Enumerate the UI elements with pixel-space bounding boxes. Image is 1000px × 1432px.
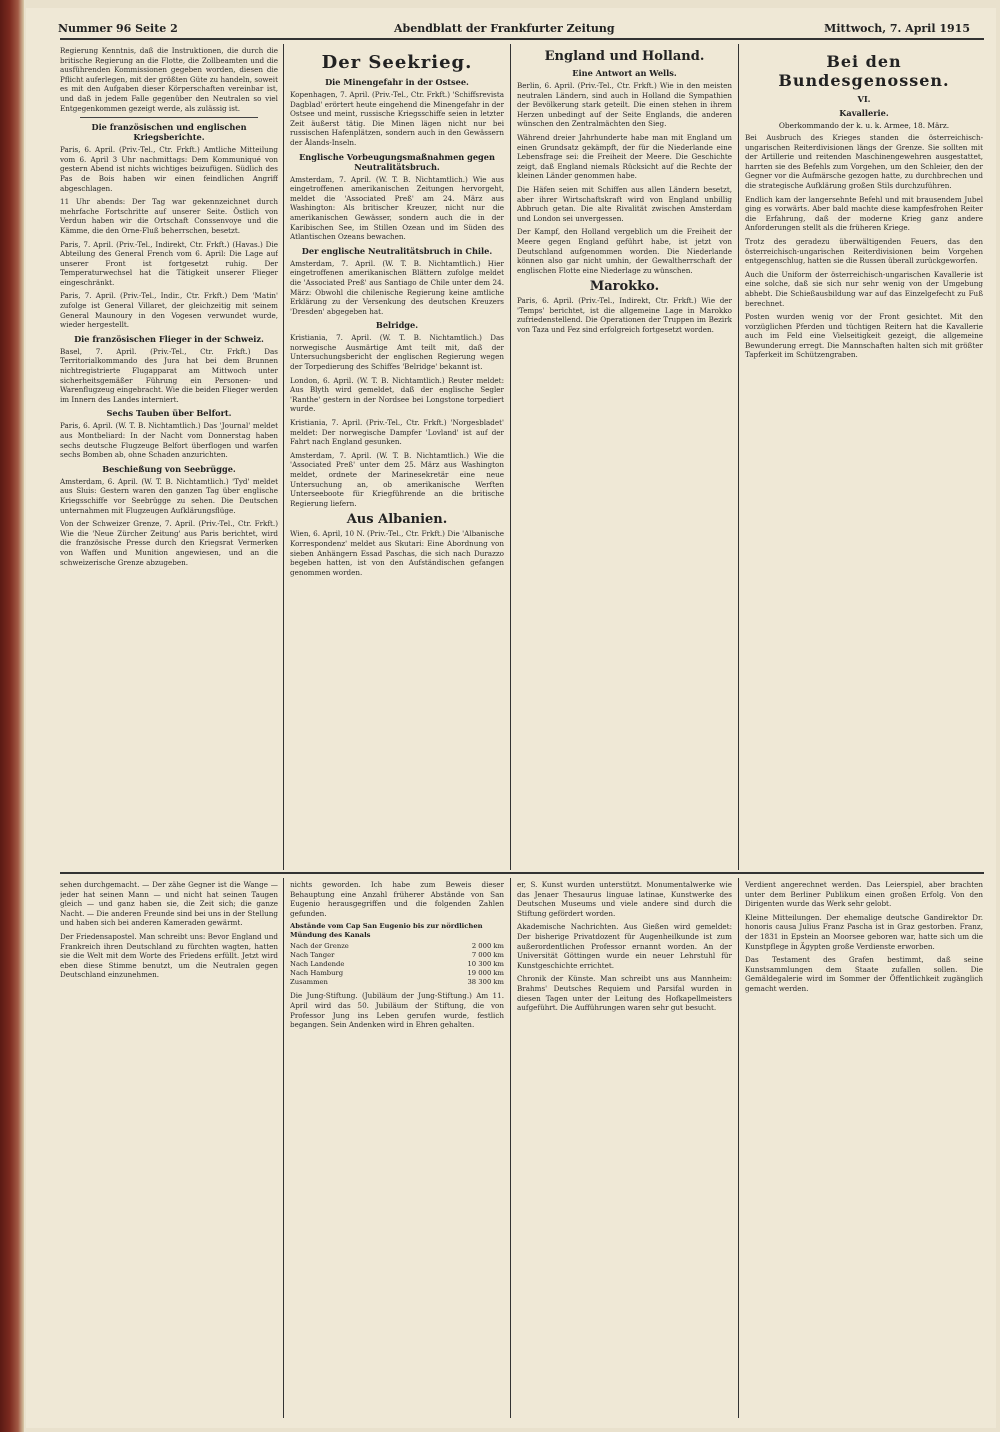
column-rule-5 — [510, 878, 511, 1418]
article-paragraph: Amsterdam, 7. April. (W. T. B. Nichtamtlich.) Wie aus eingetroffenen amerikanischen Zeitungen hervorgeht, meldet die 'Associated Preß' am 24. März aus Washington: Als britischer Kreuzer, nicht nur die amerikanischen Gewässer, sondern auch die in der Karibischen See, im Stillen Ozean und im Süden des Atlantischen Ozeans bewachen. — [290, 174, 504, 242]
subhead-kavallerie: Kavallerie. — [839, 108, 889, 118]
article-paragraph: Von der Schweizer Grenze, 7. April. (Priv.-Tel., Ctr. Frkft.) Wie die 'Neue Zürcher Zeitung' aus Paris berichtet, wird die französische Presse durch den Kriegsrat Vermerken von Waffen und Munition angewiesen, und an die schweizerische Grenze abzugeben. — [60, 519, 278, 567]
table-caption: Abstände vom Cap San Eugenio bis zur nördlichen Mündung des Kanals — [290, 922, 483, 940]
column-1 — [60, 46, 278, 868]
table-cell-label: Zusammen — [290, 978, 328, 987]
series-number: VI. — [857, 94, 871, 104]
headline-marokko: Marokko. — [589, 279, 660, 295]
issue-page-number: Nummer 96 Seite 2 — [58, 22, 178, 35]
table-cell-value: 2 000 km — [471, 942, 504, 951]
subhead-chile: Der englische Neutralitätsbruch in Chile. — [301, 245, 493, 256]
article-paragraph: er, S. Kunst wurden unterstützt. Monumentalwerke wie das Jenaer Thesaurus linguae latinae, Kunstwerke des Deutschen Museums und viele andere sind durch die Stiftung gefördert worden. — [517, 880, 732, 918]
article-paragraph: Amsterdam, 7. April. (W. T. B. Nichtamtlich.) Wie die 'Associated Preß' unter dem 25. März aus Washington meldet, ordnete der Marinesekretär eine neue Untersuchung an, ob amerikanische Werften Unterseeboote für Kriegführende an die britische Regierung liefern. — [290, 450, 504, 508]
masthead — [34, 20, 984, 36]
lower-column-2 — [290, 880, 504, 1416]
table-row — [290, 978, 504, 987]
column-4 — [745, 46, 983, 868]
article-paragraph: Paris, 6. April. (Priv.-Tel., Indirekt, Ctr. Frkft.) Wie der 'Temps' berichtet, ist die allgemeine Lage in Marokko zufriedenstellend. Die Operationen der Truppen im Bezirk von Taza und Fez sind erfolgreich fortgesetzt worden. — [517, 296, 732, 335]
article-paragraph: Trotz des geradezu überwältigenden Feuers, das den österreichisch-ungarischen Reiterdivisionen beim Vorgehen entgegenschlug, hatten sie die Russen überall zurückgeworfen. — [745, 236, 983, 266]
column-3 — [517, 46, 732, 868]
distance-table — [290, 922, 504, 987]
article-paragraph: Wien, 6. April, 10 N. (Priv.-Tel., Ctr. Frkft.) Die 'Albanische Korrespondenz' meldet aus Skutari: Eine Abordnung von sieben Anhängern Essad Paschas, die sich nach Durazzo begeben hatten, ist von den Aufständischen gefangen genommen worden. — [290, 529, 504, 577]
article-paragraph: Kopenhagen, 7. April. (Priv.-Tel., Ctr. Frkft.) 'Schiffsrevista Dagblad' erörtert heute eingehend die Minengefahr in der Ostsee und meint, russische Kriegsschiffe seien in letzter Zeit äußerst tätig. Die Minen lägen nicht nur bei russischen Hafenplätzen, sondern auch in den Gewässern der Ålands-Inseln. — [290, 90, 504, 147]
table-cell-value: 38 300 km — [467, 978, 504, 987]
dateline: Oberkommando der k. u. k. Armee, 18. März. — [778, 121, 950, 130]
masthead-rule — [60, 38, 984, 40]
table-rows — [290, 942, 504, 987]
newspaper-title: Abendblatt der Frankfurter Zeitung — [394, 22, 615, 35]
headline-flieger-schweiz: Die französischen Flieger in der Schweiz. — [74, 333, 264, 344]
headline-albanien: Aus Albanien. — [346, 512, 448, 528]
table-cell-label: Nach Landende — [290, 960, 345, 969]
article-paragraph: Die Häfen seien mit Schiffen aus allen Ländern besetzt, aber ihrer Wirtschaftskraft wird von England unbillig Abbruch getan. Die alte Rivalität zwischen Amsterdam und London sei unvergessen. — [517, 184, 732, 223]
table-row — [290, 951, 504, 960]
headline-seebruegge: Beschießung von Seebrügge. — [102, 463, 236, 474]
headline-war-reports: Die französischen und englischen Kriegsberichte. — [91, 122, 247, 143]
article-paragraph: Amsterdam, 7. April. (W. T. B. Nichtamtlich.) Hier eingetroffenen amerikanischen Blättern zufolge meldet die 'Associated Preß' aus Santiago de Chile unter dem 24. März: Obwohl die chilenische Regierung keine amtliche Erklärung zu der Versenkung des deutschen Kreuzers 'Dresden' abgegeben hat. — [290, 258, 504, 316]
article-paragraph: London, 6. April. (W. T. B. Nichtamtlich.) Reuter meldet: Aus Blyth wird gemeldet, daß der englische Segler 'Ranthe' gestern in der Nordsee bei Longstone torpediert wurde. — [290, 375, 504, 414]
column-rule-3 — [738, 44, 739, 870]
column-rule-6 — [738, 878, 739, 1418]
article-paragraph: 11 Uhr abends: Der Tag war gekennzeichnet durch mehrfache Fortschritte auf unserer Seite. Östlich von Verdun haben wir die Ortschaft Conssenvoye und die Kämme, die den Orne-Fluß beherrschen, besetzt. — [60, 197, 278, 235]
article-paragraph: Posten wurden wenig vor der Front gesichtet. Mit den vorzüglichen Pferden und tüchtigen Reitern hat die Kavallerie auch im Feld eine Vielseitigkeit gezeigt, die allgemeine Bewunderung erregt. Die Mannschaften halten sich mit größter Tapferkeit im Schützengraben. — [745, 312, 983, 360]
headline-england-holland: England und Holland. — [544, 49, 705, 64]
article-paragraph: nichts geworden. Ich habe zum Beweis dieser Behauptung eine Anzahl früherer Abstände von San Eugenio herausgegriffen und die folgenden Zahlen gefunden. — [290, 880, 504, 918]
table-row — [290, 960, 504, 969]
subhead-belridge: Belridge. — [375, 320, 419, 331]
article-paragraph: Regierung Kenntnis, daß die Instruktionen, die durch die britische Regierung an die Flotte, die Zollbeamten und die ausführenden Kommissionen gegeben worden, diesen die Pflicht auferlegen, mit der größten Güte zu handeln, soweit es mit den Aufgaben dieser Körperschaften vereinbar ist, und daß in jedem Falle gegenüber den Neutralen so viel Entgegenkommen gezeigt werde, als zulässig ist. — [60, 46, 278, 113]
article-paragraph: Verdient angerechnet werden. Das Leierspiel, aber brachten unter dem Berliner Publikum einen großen Erfolg. Von den Dirigenten wurde das Werk sehr gelobt. — [745, 880, 983, 909]
article-paragraph: Kristiania, 7. April. (Priv.-Tel., Ctr. Frkft.) 'Norgesbladet' meldet: Der norwegische Dampfer 'Lovland' ist auf der Fahrt nach England gesunken. — [290, 418, 504, 447]
table-row — [290, 969, 504, 978]
article-paragraph: Paris, 6. April. (W. T. B. Nichtamtlich.) Das 'Journal' meldet aus Montbeliard: In der Nacht vom Donnerstag haben sechs deutsche Flugzeuge Belfort überflogen und warfen sechs Bomben ab, ohne Schaden anzurichten. — [60, 421, 278, 460]
article-paragraph: Berlin, 6. April. (Priv.-Tel., Ctr. Frkft.) Wie in den meisten neutralen Ländern, sind auch in Holland die Sympathien der Bevölkerung stark geteilt. Die einen stehen in ihrem Herzen unbedingt auf der Seite Englands, die anderen wünschen den Zentralmächten den Sieg. — [517, 81, 732, 129]
subhead-wells: Eine Antwort an Wells. — [572, 68, 677, 78]
article-paragraph: sehen durchgemacht. — Der zähe Gegner ist die Wange — jeder hat seinen Mann — und nicht hat seinen Taugen gleich — und ganz haben sie, die Zeit sich; die ganze Nacht. — Die anderen Freunde sind bei uns in der Stellung und haben sich bei anderen Kameraden gewärmt. — [60, 880, 278, 928]
separator — [80, 117, 258, 118]
section-rule — [60, 872, 984, 874]
issue-date: Mittwoch, 7. April 1915 — [824, 22, 970, 35]
article-paragraph: Paris, 7. April. (Priv.-Tel., Indirekt, Ctr. Frkft.) (Havas.) Die Abteilung des General French vom 6. April: Die Lage auf unserer Front ist fortgesetzt ruhig. Der Temperaturwechsel hat die Tätigkeit unserer Flieger eingeschränkt. — [60, 239, 278, 287]
article-paragraph: Amsterdam, 6. April. (W. T. B. Nichtamtlich.) 'Tyd' meldet aus Sluis: Gestern waren den ganzen Tag über englische Kriegsschiffe vor Seebrügge zu sehen. Die Deutschen unternahmen mit Flugzeugen Aufklärungsflüge. — [60, 476, 278, 515]
book-binding — [0, 0, 24, 1432]
headline-tauben-belfort: Sechs Tauben über Belfort. — [106, 408, 232, 419]
lower-column-1 — [60, 880, 278, 1416]
article-paragraph: Kristiania, 7. April. (W. T. B. Nichtamtlich.) Das norwegische Ausmärtige Amt teilt mit, daß der Untersuchungsbericht der englischen Regierung wegen der Torpedierung des Schiffes 'Belridge' bekannt ist. — [290, 333, 504, 372]
headline-bundesgenossen: Bei den Bundesgenossen. — [778, 52, 950, 90]
article-paragraph: Der Friedensapostel. Man schreibt uns: Bevor England und Frankreich ihren Deutschland zu fürchten wagten, hatten sie die Welt mit dem Worte des Friedens erfüllt. Jetzt wird eben diese Stimme benutzt, um die Neutralen gegen Deutschland einzunehmen. — [60, 931, 278, 980]
article-paragraph: Paris, 7. April. (Priv.-Tel., Indir., Ctr. Frkft.) Dem 'Matin' zufolge ist General Villaret, der gleichzeitig mit seinem General Maunoury in den Vogesen verwundet wurde, wieder hergestellt. — [60, 291, 278, 330]
headline-seekrieg: Der Seekrieg. — [321, 52, 473, 73]
subhead-minengefahr: Die Minengefahr in der Ostsee. — [325, 77, 469, 87]
table-cell-label: Nach Tanger — [290, 951, 335, 960]
article-paragraph: Auch die Uniform der österreichisch-ungarischen Kavallerie ist eine solche, daß sie sich nur sehr wenig von der Umgebung abhebt. Die Schießausbildung war auf das Einzelgefecht zu Fuß berechnet. — [745, 269, 983, 308]
article-paragraph: Basel, 7. April. (Priv.-Tel., Ctr. Frkft.) Das Territorialkommando des Jura hat bei dem Brunnen nichtregistrierte Flugapparat am Mittwoch unter sicherheitsgemäßer Führung ein Personen- und Warenflugzeug eingebracht. Wie die beiden Flieger werden im Innern des Landes interniert. — [60, 346, 278, 404]
table-cell-value: 7 000 km — [471, 951, 504, 960]
table-cell-label: Nach der Grenze — [290, 942, 349, 951]
article-paragraph: Chronik der Künste. Man schreibt uns aus Mannheim: Brahms' Deutsches Requiem und Parsifal wurden in diesen Tagen unter der Leitung des Hofkapellmeisters aufgeführt. Die Aufführungen waren sehr gut besucht. — [517, 974, 732, 1013]
table-cell-value: 10 300 km — [467, 960, 504, 969]
table-cell-label: Nach Hamburg — [290, 969, 344, 978]
article-paragraph: Akademische Nachrichten. Aus Gießen wird gemeldet: Der bisherige Privatdozent für Augenheilkunde ist zum außerordentlichen Professor ernannt worden. An der Universität Göttingen wurde ein neuer Lehrstuhl für Kunstgeschichte errichtet. — [517, 922, 732, 970]
article-paragraph: Endlich kam der langersehnte Befehl und mit brausendem Jubel ging es vorwärts. Aber bald machte diese kampfesfrohen Reiter die Erfahrung, daß der moderne Krieg ganz andere Anforderungen stellt als die früheren Kriege. — [745, 194, 983, 233]
article-paragraph: Bei Ausbruch des Krieges standen die österreichisch-ungarischen Reiterdivisionen längs der Grenze. Sie sollten mit der Artillerie und reitenden Maschinengewehren ausgestattet, harrten sie des Befehls zum Vorgehen, um den Schleier, den der Gegner vor die Aufmärsche gezogen hatte, zu durchbrechen und die strategische Aufklärung großen Stils durchzuführen. — [745, 133, 983, 190]
table-cell-value: 19 000 km — [467, 969, 504, 978]
lower-column-3 — [517, 880, 732, 1416]
article-paragraph: Der Kampf, den Holland vergeblich um die Freiheit der Meere gegen England geführt habe, ist jetzt von Deutschland aufgenommen worden. Die Niederlande können also gar nicht umhin, der Gewaltherrschaft der englischen Flotte eine Niederlage zu wünschen. — [517, 227, 732, 275]
article-paragraph: Das Testament des Grafen bestimmt, daß seine Kunstsammlungen dem Staate zufallen sollen. Die Gemäldegalerie wird im Sommer der Öffentlichkeit zugänglich gemacht werden. — [745, 955, 983, 993]
article-paragraph: Kleine Mitteilungen. Der ehemalige deutsche Gandirektor Dr. honoris causa Julius Franz Pascha ist in Graz gestorben. Franz, der 1831 in Epstein an Moorsee geboren war, hatte sich um die Kunstpflege in Ägypten große Verdienste erworben. — [745, 912, 983, 951]
article-paragraph: Während dreier Jahrhunderte habe man mit England um einen Grundsatz gekämpft, der für die Niederlande eine Lebensfrage sei: die Freiheit der Meere. Die Geschichte zeigt, daß England niemals Rücksicht auf die Rechte der kleinen Länder genommen habe. — [517, 132, 732, 181]
article-paragraph: Paris, 6. April. (Priv.-Tel., Ctr. Frkft.) Amtliche Mitteilung vom 6. April 3 Uhr nachmittags: Dem Kommuniqué von gestern Abend ist nichts wichtiges beizufügen. Südlich des Pas de Bois haben wir einen feindlichen Angriff abgeschlagen. — [60, 145, 278, 193]
column-2 — [290, 46, 504, 868]
column-rule-2 — [510, 44, 511, 870]
table-row — [290, 942, 504, 951]
article-paragraph: Die Jung-Stiftung. (Jubiläum der Jung-Stiftung.) Am 11. April wird das 50. Jubiläum der Stiftung, die von Professor Jung ins Leben gerufen wurde, festlich begangen. Sein Andenken wird in Ehren gehalten. — [290, 991, 504, 1030]
subhead-vorbeugung: Englische Vorbeugungsmaßnahmen gegen Neutralitätsbruch. — [299, 151, 495, 172]
lower-column-4 — [745, 880, 983, 1416]
column-rule-4 — [283, 878, 284, 1418]
column-rule-1 — [283, 44, 284, 870]
